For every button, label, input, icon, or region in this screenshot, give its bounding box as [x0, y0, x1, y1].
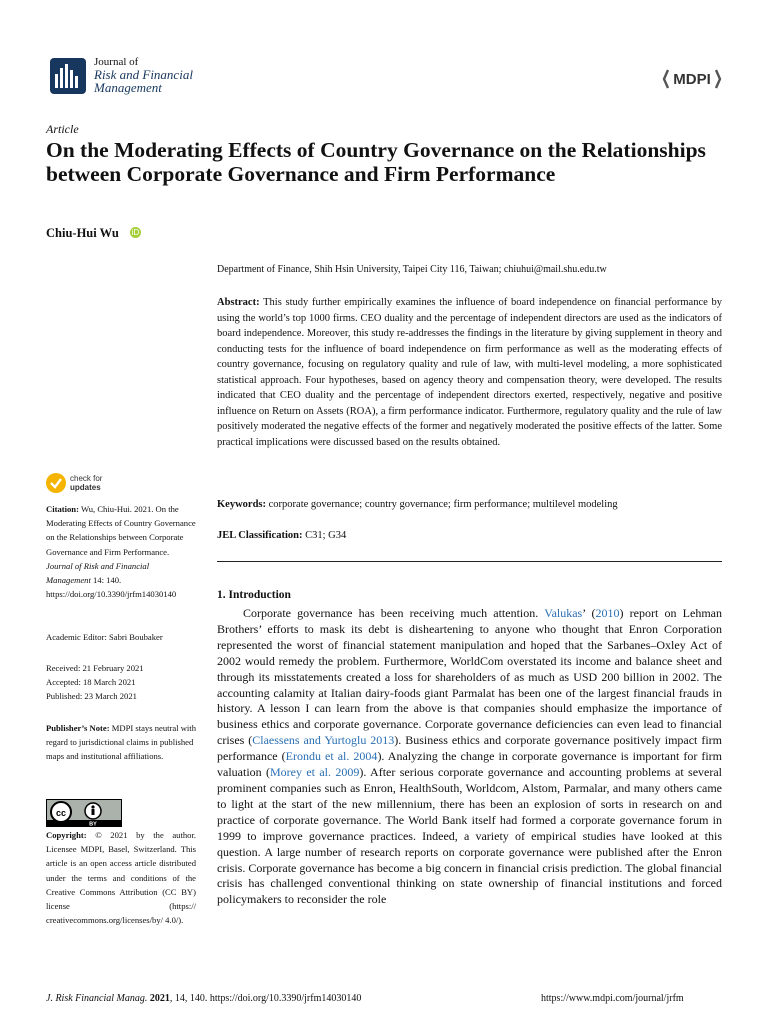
copyright-label: Copyright: — [46, 830, 87, 840]
keywords-label: Keywords: — [217, 499, 266, 510]
intro-text-5: ). Analyzing the change in corporate governance is important for firm valuation ( — [217, 749, 723, 780]
citation-journal: Journal of Risk and Financial Management — [46, 560, 150, 586]
cc-license-badge[interactable] — [46, 799, 122, 827]
citation-text: Wu, Chiu-Hui. 2021. On the Moderating Effects of Country Governance on the Relationships between Corporate Governance and Firm Performance. — [46, 504, 196, 557]
check-for-text: check for — [70, 474, 103, 483]
mdpi-logo — [662, 66, 722, 92]
keywords — [217, 499, 722, 510]
by-text: BY — [89, 821, 97, 826]
footer-journal-url[interactable]: https://www.mdpi.com/journal/jrfm — [541, 993, 684, 1004]
citation-block — [46, 502, 196, 601]
publisher-note-label: Publisher’s Note: — [46, 723, 110, 733]
accepted-date: Accepted: 18 March 2021 — [46, 677, 136, 688]
footer-journal-abbrev: J. Risk Financial Manag. — [46, 993, 148, 1004]
check-for-updates-button[interactable] — [46, 471, 126, 497]
journal-prefix: Journal of — [94, 56, 139, 68]
publisher-name: MDPI — [673, 71, 711, 88]
copyright-block — [46, 828, 196, 927]
citation-doi[interactable]: 14: 140. https://doi.org/10.3390/jrfm14030140 — [46, 575, 177, 600]
jel-codes: C31; G34 — [305, 530, 347, 541]
published-date: Published: 23 March 2021 — [46, 691, 137, 702]
received-date: Received: 21 February 2021 — [46, 663, 144, 673]
affiliation: Department of Finance, Shih Hsin University, Taipei City 116, Taiwan; chiuhui@mail.shu.edu.tw — [217, 264, 607, 275]
abstract-text: This study further empirically examines the influence of board independence on financial performance by using the world’s top 1000 firms. CEO duality and the percentage of independent directors are used as the indicators of board independence. Moreover, this study re-addresses the findings in the literature by giving supplement in theory and conducting tests for the influence of board independence on firm performance as well as the moderating effects of country governance, focusing on regulatory quality and rule of law, with multi-level modeling, a more sophisticated statistical approach. Four hypotheses, based on agency theory and compensation theory, were developed. The results indicated that CEO duality and the percentage of independent directors exerted, respectively, negative and positive influence on Return on Assets (ROA), a firm performance indicator. Furthermore, regulatory quality and the rule of law positively moderated the negative effects of the former and negatively moderated the positive effects of the latter. Some practical implications were discussed based on the results obtained. — [217, 297, 723, 448]
introduction-body — [217, 606, 722, 908]
updates-text: updates — [70, 483, 101, 492]
author-name: Chiu-Hui Wu — [46, 226, 119, 240]
citation-label: Citation: — [46, 504, 79, 514]
article-type: Article — [46, 122, 79, 136]
keywords-text: corporate governance; country governance; firm performance; multilevel modeling — [268, 499, 618, 510]
journal-logo-icon — [50, 58, 86, 94]
cc-text: cc — [55, 808, 67, 818]
intro-text-6: ). After serious corporate governance and accounting problems at several prominent companies such as Enron, HealthSouth, Worldcom, Alstom, Parmalar, and many others came to light at the start of the new millennium, there has been an explosion of sorts in research on and practice of corporate governance. The World Bank itself had formed a corporate governance forum in 1999 to improve governance practices. Indeed, a variety of empirical studies have looked at this question. A large number of research reports on corporate governance were published after the Enron crisis. Corporate governance has become a big concern in financial crisis prediction. The global financial crisis has challenged conventional thinking on state ownership of financial institutions and forced policymakers to reconsider the role — [217, 765, 723, 907]
check-updates-icon — [46, 473, 66, 493]
jel-label: JEL Classification: — [217, 530, 303, 541]
orcid-icon[interactable]: iD — [131, 228, 140, 237]
footer-citation — [46, 993, 361, 1004]
section-heading: 1. Introduction — [217, 589, 291, 601]
citation-link-valukas[interactable]: Valukas — [544, 606, 583, 620]
citation-link-claessens[interactable]: Claessens and Yurtoglu 2013 — [252, 733, 395, 748]
citation-link-erondu[interactable]: Erondu et al. 2004 — [285, 749, 378, 764]
jel-classification — [217, 530, 346, 541]
abstract — [217, 295, 722, 450]
abstract-label: Abstract: — [217, 297, 260, 308]
publisher-note — [46, 721, 196, 764]
footer-volume[interactable]: , 14, 140. https://doi.org/10.3390/jrfm14030140 — [169, 993, 362, 1004]
footer-year: 2021 — [149, 993, 170, 1004]
intro-paragraph — [217, 606, 722, 908]
citation-link-morey[interactable]: Morey et al. 2009 — [270, 765, 360, 780]
citation-link-2010[interactable]: 2010 — [595, 606, 620, 620]
mdpi-logo-icon — [662, 66, 722, 92]
journal-name: Risk and Financial Management — [94, 67, 193, 95]
intro-text-2: ’ ( — [582, 606, 596, 620]
copyright-text: © 2021 by the author. Licensee MDPI, Basel, Switzerland. This article is an open access article distributed under the terms and conditions of the Creative Commons Attribution (CC BY) license (https:// creativecommons.org/licenses/by/ 4.0/). — [46, 830, 196, 926]
intro-text-3: ) report on Lehman Brothers’ efforts to mask its debt is disheartening to anyone who thought that Enron Corporation represented the worst of financial statement manipulation and hoped that the Sarbanes–Oxley Act of 2002 would remedy the problem. Furthermore, WorldCom overstated its income and balance sheet and through its misstatements created a loss for shareholders of as much as USD 200 billion in 2002. The accounting calamity at Italian dairy-foods giant Parmalat has been one of the largest financial frauds in history. A lesson I can learn from the above is that companies should emphasize the importance of business ethics and corporate governance. Corporate governance deficiencies can even lead to financial crises ( — [217, 606, 722, 748]
article-title: On the Moderating Effects of Country Governance on the Relationships between Corporate Governance and Firm Performance — [46, 138, 706, 186]
publisher-note-text: MDPI stays neutral with regard to jurisdictional claims in published maps and institutional affiliations. — [46, 723, 196, 762]
intro-text-1: Corporate governance has been receiving much attention. — [243, 606, 539, 620]
dates-block — [46, 661, 196, 704]
academic-editor: Academic Editor: Sabri Boubaker — [46, 632, 163, 642]
section-divider — [217, 561, 722, 562]
intro-text-4: ). Business ethics and corporate governance positively impact firm performance ( — [217, 733, 722, 764]
